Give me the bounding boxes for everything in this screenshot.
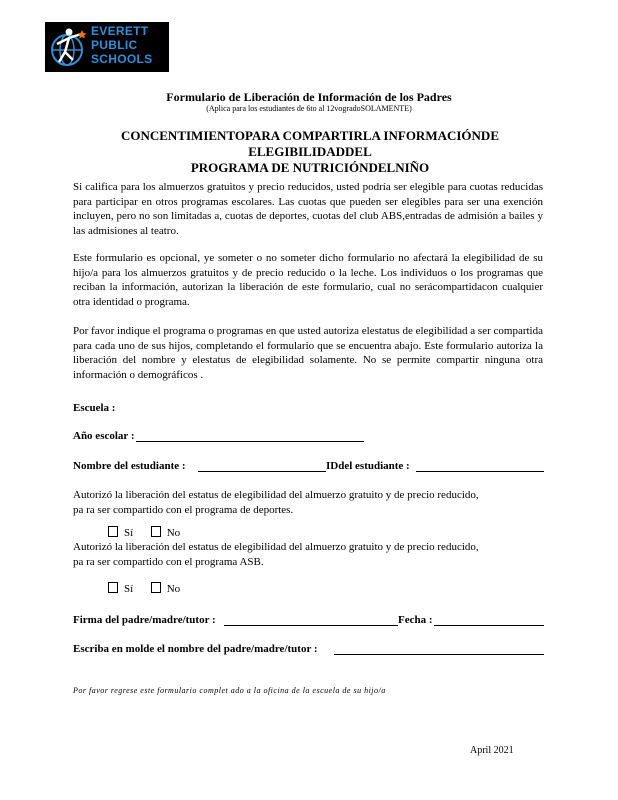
deportes-yes-label: Sí	[124, 527, 134, 539]
form-heading	[60, 128, 560, 176]
globe-icon	[49, 26, 89, 68]
district-logo	[45, 22, 169, 72]
logo-line-2: PUBLIC	[91, 38, 138, 52]
deportes-yes-checkbox[interactable]	[108, 526, 118, 537]
paragraph-1: Si califica para los almuerzos gratuitos y precio reducidos, usted podría ser elegible para cuotas reducidas para participar en otros programas escolares. Las cuotas que pueden ser elegibles para ser una exención incluyen, pero no son limitadas a, cuotas de deportes, cuotas del club ABS,entradas de admisión a bailes y las admisiones al teatro.	[73, 181, 543, 237]
nombre-estudiante-label: Nombre del estudiante :	[73, 460, 186, 472]
nombre-estudiante-field[interactable]	[198, 471, 326, 472]
logo-line-3: SCHOOLS	[91, 52, 153, 66]
asb-options	[108, 582, 180, 595]
fecha-label: Fecha :	[398, 614, 433, 626]
ano-escolar-label: Año escolar :	[73, 430, 135, 442]
deportes-options	[108, 526, 180, 539]
return-note: Por favor regrese este formulario complet ado a la oficina de la escuela de su hijo/a	[73, 686, 386, 695]
firma-label: Firma del padre/madre/tutor :	[73, 614, 216, 626]
logo-line-1: EVERETT	[91, 24, 149, 38]
asb-consent-line-1: Autorizó la liberación del estatus de elegibilidad del almuerzo gratuito y de precio reducido,	[73, 541, 479, 553]
asb-no-label: No	[166, 583, 181, 595]
ano-escolar-field[interactable]	[136, 441, 364, 442]
form-subtitle: (Aplica para los estudiantes de 6to al 12vogradoSOLAMENTE)	[206, 104, 412, 113]
molde-label: Escriba en molde el nombre del padre/madre/tutor :	[73, 643, 318, 655]
asb-no-checkbox[interactable]	[151, 582, 161, 593]
asb-yes-label: Sí	[124, 583, 134, 595]
deportes-consent-line-1: Autorizó la liberación del estatus de elegibilidad del almuerzo gratuito y de precio reducido,	[73, 489, 479, 501]
escuela-label: Escuela :	[73, 402, 116, 414]
paragraph-3: Por favor indique el programa o programas en que usted autoriza elestatus de elegibilidad a ser compartida para cada uno de sus hijos, completando el formulario que se encuentra abajo. Este formulario autoriza la liberación del nombre y elestatus de elegibilidad solamente. No se permite compartir ninguna otra información o demográficos .	[73, 325, 543, 381]
id-estudiante-field[interactable]	[416, 471, 544, 472]
heading-line-2: PROGRAMA DE NUTRICIÓNDELNIÑO	[190, 160, 430, 175]
heading-line-1: CONCENTIMIENTOPARA COMPARTIRLA INFORMACIÓNDE ELEGIBILIDADDEL	[120, 128, 499, 159]
form-title: Formulario de Liberación de Información de los Padres	[166, 90, 452, 104]
firma-field[interactable]	[224, 625, 398, 626]
paragraph-2: Este formulario es opcional, ye someter o no someter dicho formulario no afectará la elegibilidad de su hijo/a para los almuerzos gratuitos y de precio reducido o la leche. Los individuos o los programas que reciban la información, autorizan la liberación de este formulario, cual no serácompartidacon cualquier otra identidad o programa.	[73, 252, 543, 308]
revision-date: April 2021	[470, 745, 514, 756]
id-estudiante-label: IDdel estudiante :	[326, 460, 410, 472]
deportes-no-label: No	[166, 527, 181, 539]
molde-field[interactable]	[334, 654, 544, 655]
deportes-no-checkbox[interactable]	[151, 526, 161, 537]
fecha-field[interactable]	[434, 625, 544, 626]
asb-yes-checkbox[interactable]	[108, 582, 118, 593]
asb-consent-line-2: pa ra ser compartido con el programa ASB.	[73, 556, 264, 568]
deportes-consent-line-2: pa ra ser compartido con el programa de deportes.	[73, 504, 294, 516]
